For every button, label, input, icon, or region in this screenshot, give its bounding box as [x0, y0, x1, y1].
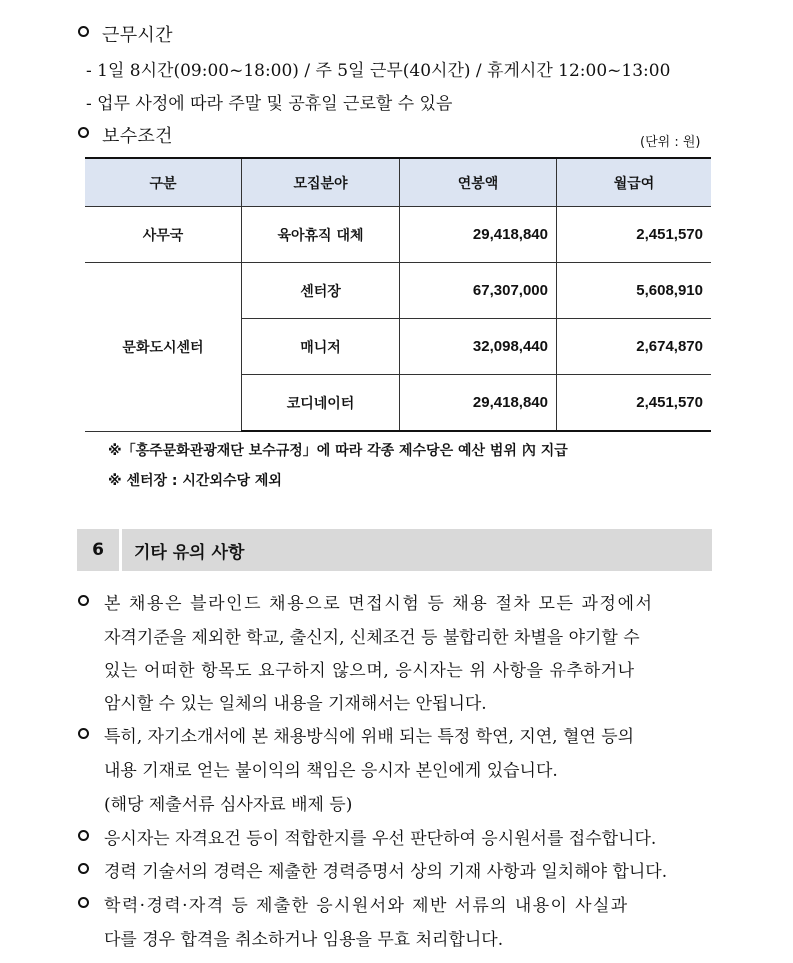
field-cell: 센터장: [242, 263, 400, 319]
group-cell: 문화도시센터: [85, 263, 242, 432]
bullet-line: 특히, 자기소개서에 본 채용방식에 위배 되는 특정 학연, 지연, 혈연 등의: [104, 727, 635, 747]
bullet-circle-icon: [78, 863, 89, 874]
pay-note: ※ 센터장 : 시간외수당 제외: [108, 473, 282, 489]
table-row: [85, 263, 711, 319]
bullet-circle-icon: [78, 728, 89, 739]
bullet-line: 본 채용은 블라인드 채용으로 면접시험 등 채용 절차 모든 과정에서: [104, 594, 654, 614]
bullet-circle-icon: [78, 830, 89, 841]
table-row: [85, 207, 711, 263]
bullet-line: 경력 기술서의 경력은 제출한 경력증명서 상의 기재 사항과 일치해야 합니다.: [104, 862, 668, 882]
work-hours-title: 근무시간: [102, 25, 173, 46]
work-hours-line: - 1일 8시간(09:00~18:00) / 주 5일 근무(40시간) / 휴게시간 12:00~13:00: [86, 61, 671, 81]
pay-table: [85, 157, 711, 432]
table-header-row: [85, 158, 711, 207]
field-cell: 육아휴직 대체: [242, 207, 400, 263]
group-cell: 사무국: [85, 207, 242, 263]
pay-note: ※「홍주문화관광재단 보수규정」에 따라 각종 제수당은 예산 범위 內 지급: [108, 443, 568, 459]
bullet-line: 있는 어떠한 항목도 요구하지 않으며, 응시자는 위 사항을 유추하거나: [104, 661, 635, 681]
header-cell: 모집분야: [242, 158, 400, 207]
bullet-circle-icon: [78, 127, 89, 138]
field-cell: 매니저: [242, 319, 400, 375]
monthly-cell: 2,674,870: [557, 319, 712, 375]
work-hours-line: - 업무 사정에 따라 주말 및 공휴일 근로할 수 있음: [86, 94, 453, 114]
bullet-line: 학력·경력·자격 등 제출한 응시원서와 제반 서류의 내용이 사실과: [104, 896, 629, 916]
header-cell: 구분: [85, 158, 242, 207]
field-cell: 코디네이터: [242, 375, 400, 432]
annual-cell: 29,418,840: [400, 207, 557, 263]
monthly-cell: 2,451,570: [557, 375, 712, 432]
monthly-cell: 5,608,910: [557, 263, 712, 319]
bullet-line: 응시자는 자격요건 등이 적합한지를 우선 판단하여 응시원서를 접수합니다.: [104, 829, 657, 849]
pay-unit: (단위 : 원): [640, 135, 701, 150]
bullet-circle-icon: [78, 26, 89, 37]
header-cell: 월급여: [557, 158, 712, 207]
annual-cell: 29,418,840: [400, 375, 557, 432]
bullet-line: 다를 경우 합격을 취소하거나 임용을 무효 처리합니다.: [104, 930, 504, 950]
bullet-circle-icon: [78, 897, 89, 908]
bullet-circle-icon: [78, 595, 89, 606]
header-cell: 연봉액: [400, 158, 557, 207]
bullet-line: 자격기준을 제외한 학교, 출신지, 신체조건 등 불합리한 차별을 야기할 수: [104, 628, 640, 648]
annual-cell: 67,307,000: [400, 263, 557, 319]
bullet-line: (해당 제출서류 심사자료 배제 등): [104, 795, 353, 815]
monthly-cell: 2,451,570: [557, 207, 712, 263]
section-number: 6: [77, 529, 119, 571]
section-title: 기타 유의 사항: [122, 529, 712, 571]
bullet-line: 내용 기재로 얻는 불이익의 책임은 응시자 본인에게 있습니다.: [104, 761, 558, 781]
annual-cell: 32,098,440: [400, 319, 557, 375]
bullet-line: 암시할 수 있는 일체의 내용을 기재해서는 안됩니다.: [104, 694, 487, 714]
pay-title: 보수조건: [102, 126, 173, 147]
